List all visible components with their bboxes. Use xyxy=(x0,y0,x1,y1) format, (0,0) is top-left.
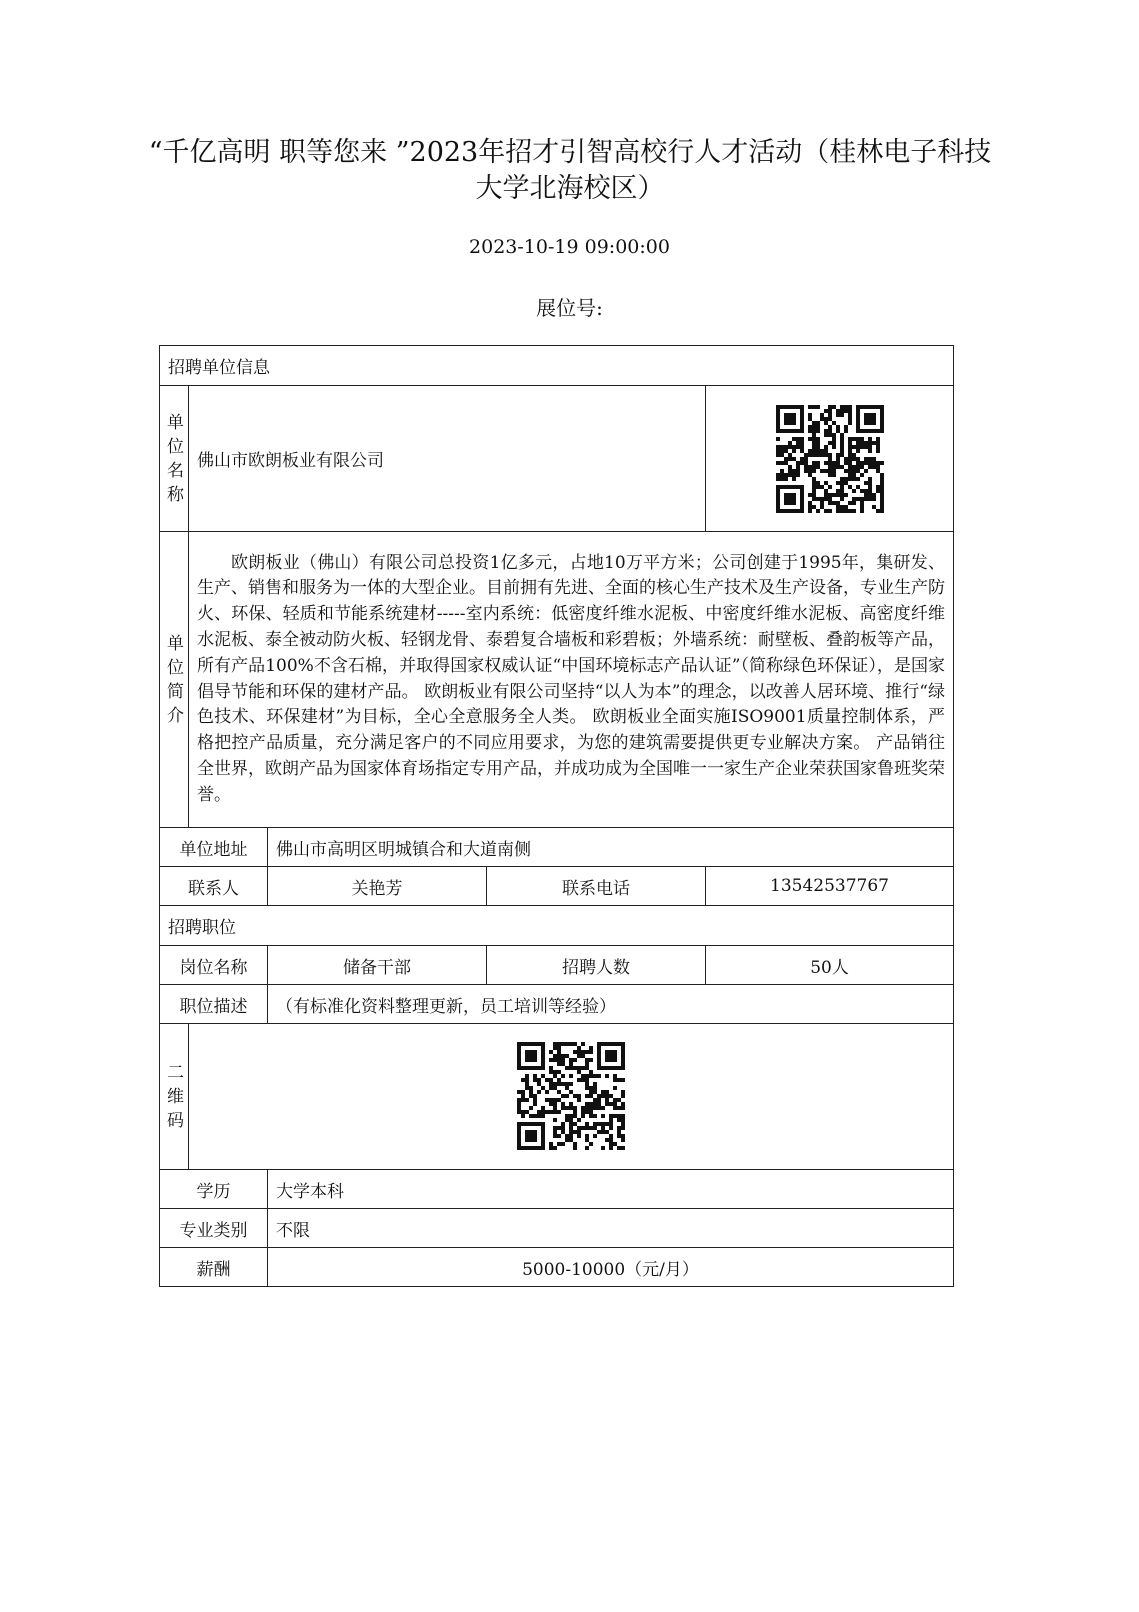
company-intro-label: 单位简介 xyxy=(160,532,189,828)
recruitment-table xyxy=(159,345,954,1287)
company-address: 佛山市高明区明城镇合和大道南侧 xyxy=(268,828,954,867)
position-title: 储备干部 xyxy=(268,946,487,985)
address-label: 单位地址 xyxy=(160,828,268,867)
salary: 5000-10000（元/月） xyxy=(268,1248,954,1287)
position-title-label: 岗位名称 xyxy=(160,946,268,985)
education: 大学本科 xyxy=(268,1170,954,1209)
salary-label: 薪酬 xyxy=(160,1248,268,1287)
contact-label: 联系人 xyxy=(160,867,268,906)
company-name-label: 单位名称 xyxy=(160,386,189,532)
event-datetime: 2023-10-19 09:00:00 xyxy=(469,236,670,258)
position-section-title: 招聘职位 xyxy=(160,906,954,946)
company-section-title: 招聘单位信息 xyxy=(160,346,954,386)
phone-label: 联系电话 xyxy=(487,867,706,906)
qr-code-icon xyxy=(517,1042,625,1150)
headcount-label: 招聘人数 xyxy=(487,946,706,985)
booth-number-label: 展位号: xyxy=(536,296,603,320)
position-desc: （有标准化资料整理更新，员工培训等经验） xyxy=(268,985,954,1024)
position-desc-label: 职位描述 xyxy=(160,985,268,1024)
position-qr-code xyxy=(189,1024,954,1170)
headcount: 50人 xyxy=(706,946,954,985)
contact-phone: 13542537767 xyxy=(706,867,954,906)
qr-label: 二维码 xyxy=(160,1024,189,1170)
page-title: “千亿高明 职等您来 ”2023年招才引智高校行人才活动（桂林电子科技大学北海校区） xyxy=(148,137,992,204)
major: 不限 xyxy=(268,1209,954,1248)
qr-code-icon xyxy=(776,405,884,513)
company-qr-code xyxy=(706,386,954,532)
company-name: 佛山市欧朗板业有限公司 xyxy=(189,386,706,532)
company-intro: 欧朗板业（佛山）有限公司总投资1亿多元，占地10万平方米；公司创建于1995年，集研发、生产、销售和服务为一体的大型企业。目前拥有先进、全面的核心生产技术及生产设备，专业生产防火、环保、轻质和节能系统建材-----室内系统：低密度纤维水泥板、中密度纤维水泥板、高密度纤维水泥板、泰全被动防火板、轻钢龙骨、泰碧复合墙板和彩碧板；外墙系统：耐壁板、叠韵板等产品，所有产品100%不含石棉，并取得国家权威认证“中国环境标志产品认证”（简称绿色环保证），是国家倡导节能和环保的建材产品。 欧朗板业有限公司坚持“以人为本”的理念，以改善人居环境、推行“绿色技术、环保建材”为目标，全心全意服务全人类。 欧朗板业全面实施ISO9001质量控制体系，严格把控产品质量，充分满足客户的不同应用要求，为您的建筑需要提供更专业解决方案。 产品销往全世界，欧朗产品为国家体育场指定专用产品，并成功成为全国唯一一家生产企业荣获国家鲁班奖荣誉。 xyxy=(189,532,954,828)
contact-person: 关艳芳 xyxy=(268,867,487,906)
education-label: 学历 xyxy=(160,1170,268,1209)
major-label: 专业类别 xyxy=(160,1209,268,1248)
